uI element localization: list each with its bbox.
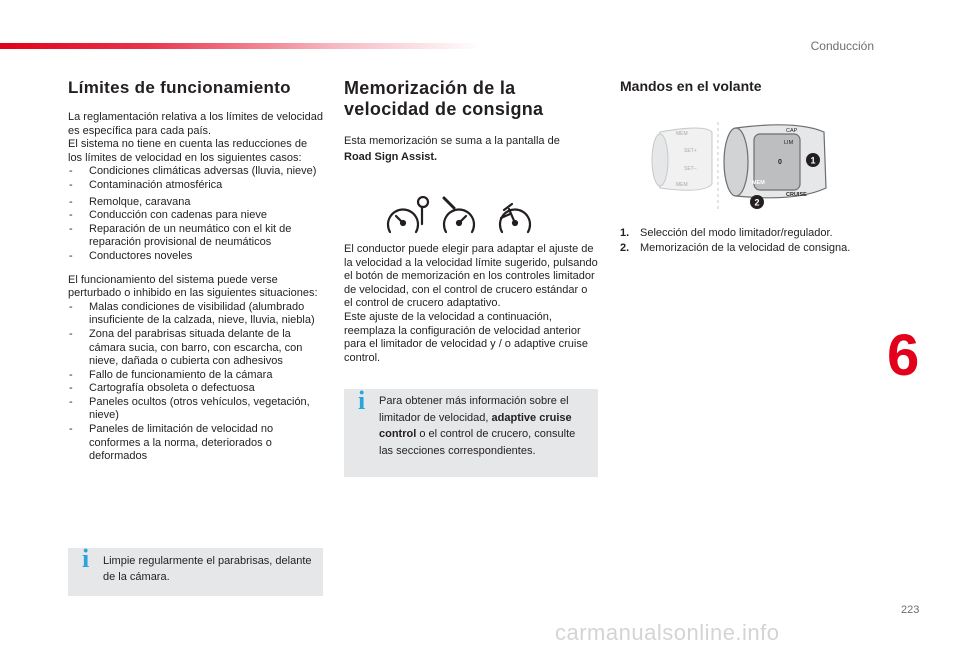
diagram-label: MEM bbox=[676, 131, 688, 137]
list-item: - Fallo de funcionamiento de la cámara bbox=[68, 369, 323, 383]
callout-1 bbox=[806, 153, 820, 167]
section-title: Conducción bbox=[810, 39, 874, 53]
memorization-body bbox=[344, 243, 598, 365]
item-number: 1. bbox=[620, 227, 630, 239]
watermark: carmanualsonline.info bbox=[555, 620, 780, 645]
list-item: - Cartografía obsoleta o defectuosa bbox=[68, 382, 323, 396]
list-item: - Reparación de un neumático con el kit de reparación provisional de neumáticos bbox=[68, 223, 323, 250]
item-text: Memorización de la velocidad de consigna. bbox=[640, 242, 851, 254]
diagram-label: MEM bbox=[752, 180, 765, 186]
info-text-post: o el control de crucero, consulte las secciones correspondientes. bbox=[379, 428, 576, 457]
info-icon: i bbox=[358, 386, 366, 415]
column-steering-controls bbox=[620, 78, 890, 94]
diagram-label: MEM bbox=[676, 182, 688, 188]
list-item bbox=[620, 241, 890, 256]
diagram-label: CAP bbox=[786, 128, 798, 134]
diagram-label: SET+ bbox=[684, 148, 697, 154]
speed-icons bbox=[386, 196, 546, 240]
steering-controls-title: Mandos en el volante bbox=[620, 78, 762, 94]
list-item: - Zona del parabrisas situada delante de la cámara sucia, con barro, con escarcha, con nieve, dañada o cubierta con adhesivos bbox=[68, 328, 323, 369]
left-stalk-ghost bbox=[652, 128, 712, 190]
diagram-label: CRUISE bbox=[786, 192, 807, 198]
limits-disturb-intro: El funcionamiento del sistema puede verse perturbado o inhibido en las siguientes situaciones: bbox=[68, 273, 318, 300]
column-limits bbox=[68, 78, 323, 464]
page-number: 223 bbox=[901, 604, 920, 616]
info-text-bold: adaptive cruise control bbox=[379, 411, 572, 440]
speedometer-limiter-icon bbox=[388, 197, 428, 232]
limits-intro-2: El sistema no tiene en cuenta las reducciones de los límites de velocidad en los siguientes casos: bbox=[68, 138, 308, 164]
speedometer-cruise-icon bbox=[444, 198, 474, 232]
callout-label: 2 bbox=[754, 197, 760, 208]
info-box-windshield bbox=[68, 544, 323, 596]
memorization-body-2: Este ajuste de la velocidad a continuación, reemplaza la configuración de velocidad anterior para el limitador de velocidad y / o adaptive cruise control. bbox=[344, 310, 588, 364]
list-item: - Paneles de limitación de velocidad no conformes a la norma, deteriorados o deformados bbox=[68, 423, 323, 464]
limits-title: Límites de funcionamiento bbox=[68, 78, 291, 97]
limits-cases-list bbox=[68, 165, 323, 263]
info-text: Limpie regularmente el parabrisas, delante de la cámara. bbox=[103, 555, 312, 583]
header-accent-bar bbox=[0, 43, 480, 49]
info-text-pre: Para obtener más información sobre el limitador de velocidad, bbox=[379, 395, 569, 424]
list-item: - Malas condiciones de visibilidad (alumbrado insuficiente de la calzada, nieve, lluvia, niebla) bbox=[68, 301, 323, 328]
intro-text: Esta memorización se suma a la pantalla de bbox=[344, 135, 560, 147]
chapter-number: 6 bbox=[887, 323, 920, 388]
list-item: - Remolque, caravana bbox=[68, 196, 323, 210]
item-text: Selección del modo limitador/regulador. bbox=[640, 227, 833, 239]
memorization-title: Memorización de la velocidad de consigna bbox=[344, 78, 544, 119]
list-item: - Paneles ocultos (otros vehículos, vegetación, nieve) bbox=[68, 396, 323, 423]
item-number: 2. bbox=[620, 242, 630, 254]
steering-controls-list bbox=[620, 226, 890, 256]
limits-situations-list bbox=[68, 301, 323, 464]
list-item: - Conducción con cadenas para nieve bbox=[68, 209, 323, 223]
memorization-intro bbox=[344, 133, 598, 165]
info-text bbox=[379, 393, 589, 459]
memorization-body-1: El conductor puede elegir para adaptar el ajuste de la velocidad a la velocidad límite sugerido, pulsando el botón de memorización en los controles limitador de velocidad, con el control de crucero estándar o el control de crucero adaptativo. bbox=[344, 243, 598, 310]
steering-controls-diagram bbox=[646, 118, 860, 214]
list-item: - Condiciones climáticas adversas (lluvia, nieve) bbox=[68, 165, 323, 179]
info-box-cruise bbox=[344, 386, 598, 477]
list-item: - Conductores noveles bbox=[68, 250, 323, 264]
callout-2 bbox=[750, 195, 764, 209]
diagram-label: LIM bbox=[784, 140, 794, 146]
road-sign-assist-label: Road Sign Assist. bbox=[344, 151, 438, 163]
callout-label: 1 bbox=[810, 155, 816, 166]
speedometer-adaptive-icon bbox=[500, 204, 530, 232]
diagram-label: SET– bbox=[684, 166, 697, 172]
list-item: - Contaminación atmosférica bbox=[68, 179, 323, 193]
info-icon: i bbox=[82, 544, 90, 573]
column-memorization bbox=[344, 78, 598, 165]
limits-intro-1: La reglamentación relativa a los límites de velocidad es específica para cada país. bbox=[68, 111, 323, 137]
list-item bbox=[620, 226, 890, 241]
diagram-label: 0 bbox=[778, 159, 782, 166]
